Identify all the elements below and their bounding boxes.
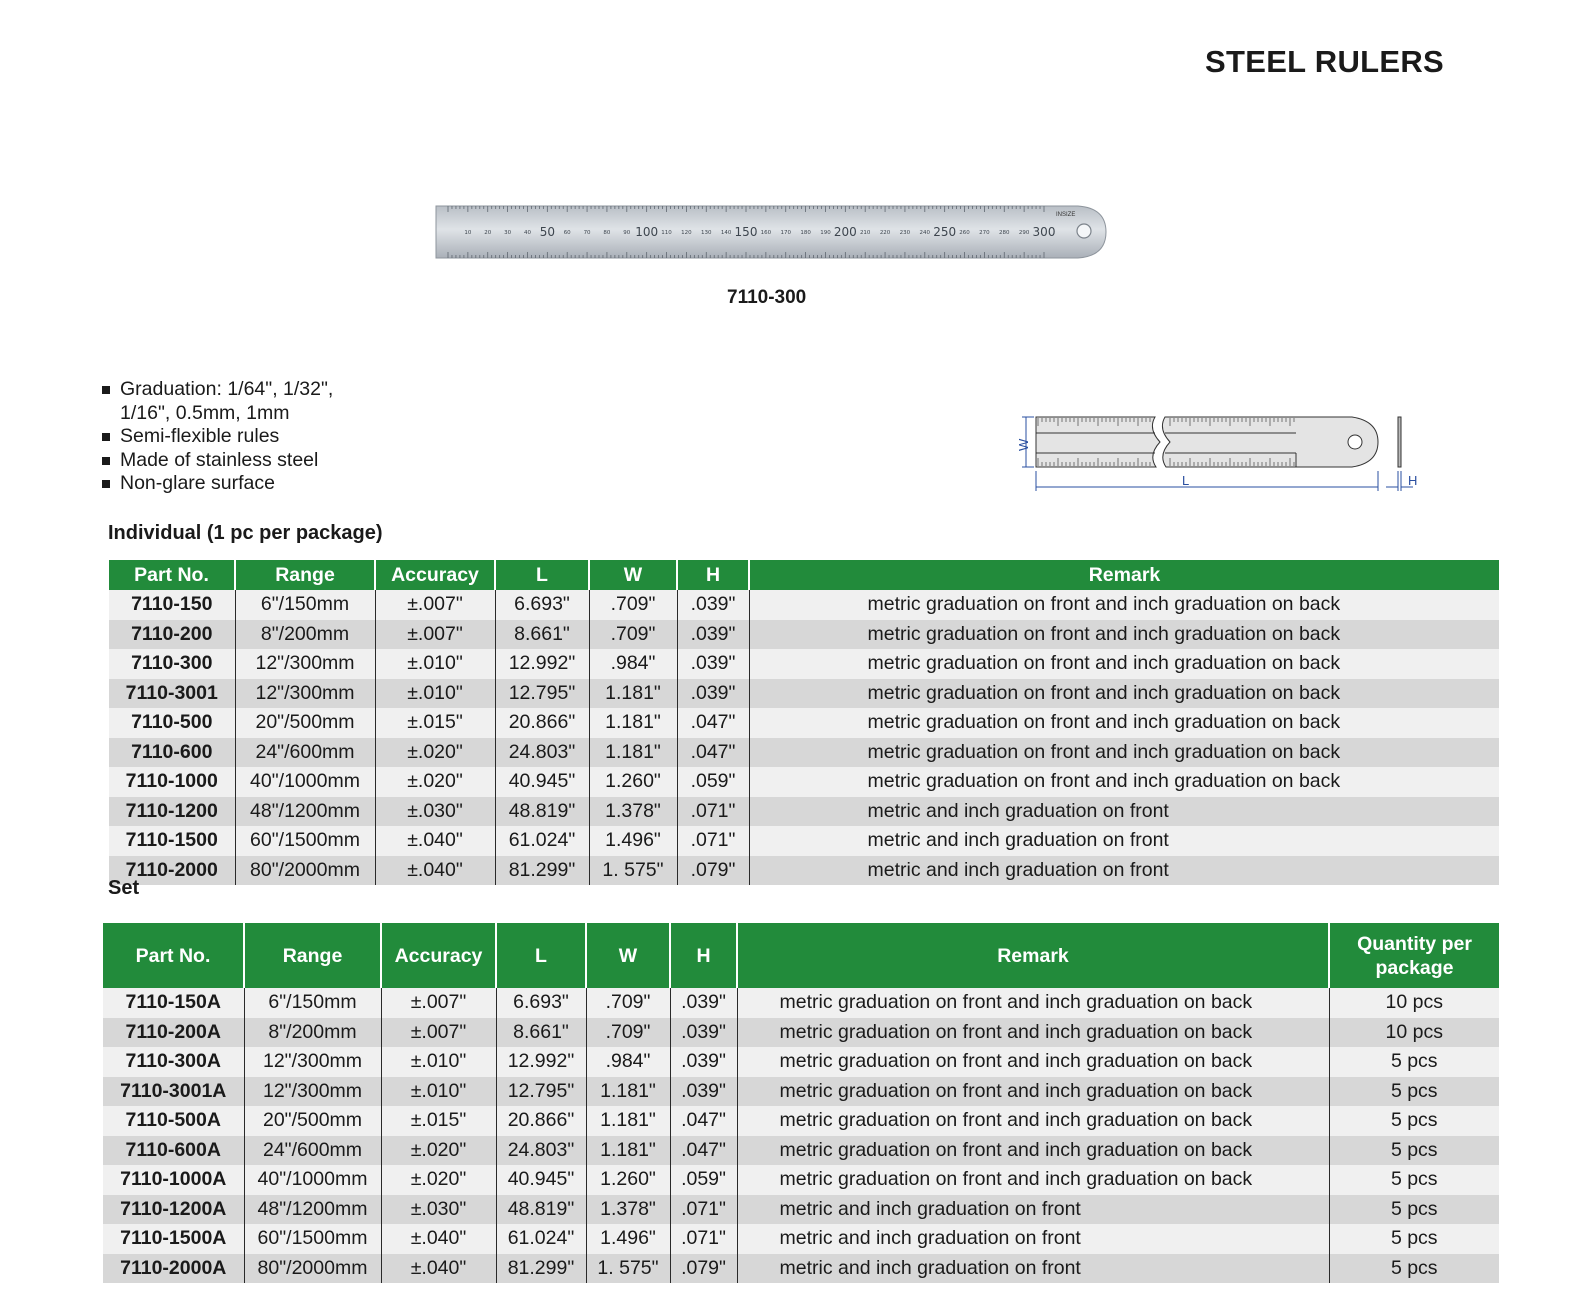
remark-cell: metric graduation on front and inch graduation on back	[749, 679, 1499, 709]
remark-cell: metric and inch graduation on front	[749, 856, 1499, 886]
part-no-cell: 7110-300A	[103, 1047, 244, 1077]
col-header-part-no: Part No.	[109, 560, 235, 590]
quantity-cell: 10 pcs	[1329, 1018, 1499, 1048]
table-row	[103, 1106, 1499, 1136]
scale-number: 150	[734, 225, 758, 239]
square-bullet-icon	[102, 433, 110, 441]
scale-number: 190	[820, 230, 831, 236]
table-row	[103, 1254, 1499, 1284]
part-no-cell: 7110-500A	[103, 1106, 244, 1136]
square-bullet-icon	[102, 480, 110, 488]
scale-number: 220	[879, 230, 891, 236]
page-title: STEEL RULERS	[1205, 44, 1445, 79]
range-cell: 60"/1500mm	[235, 826, 375, 856]
width-cell: 1. 575"	[589, 856, 677, 886]
remark-cell: metric graduation on front and inch graduation on back	[749, 649, 1499, 679]
length-cell: 24.803"	[496, 1136, 586, 1166]
table-row	[109, 856, 1499, 886]
square-bullet-icon	[102, 386, 110, 394]
length-cell: 81.299"	[495, 856, 589, 886]
remark-cell: metric graduation on front and inch graduation on back	[737, 1018, 1329, 1048]
range-cell: 48"/1200mm	[235, 797, 375, 827]
height-cell: .071"	[677, 797, 749, 827]
feature-item	[100, 472, 333, 496]
part-no-cell: 7110-3001A	[103, 1077, 244, 1107]
scale-number: 140	[720, 230, 732, 236]
accuracy-cell: ±.030"	[381, 1195, 496, 1225]
table-row	[109, 620, 1499, 650]
table-row	[109, 708, 1499, 738]
range-cell: 12"/300mm	[235, 649, 375, 679]
col-header-accuracy: Accuracy	[375, 560, 495, 590]
length-cell: 20.866"	[496, 1106, 586, 1136]
remark-cell: metric graduation on front and inch graduation on back	[737, 1106, 1329, 1136]
range-cell: 20"/500mm	[235, 708, 375, 738]
col-header-w: W	[589, 560, 677, 590]
scale-number: 40	[523, 230, 531, 236]
height-cell: .039"	[670, 988, 737, 1018]
length-cell: 6.693"	[495, 590, 589, 620]
accuracy-cell: ±.010"	[375, 679, 495, 709]
feature-text: 1/16", 0.5mm, 1mm	[120, 401, 290, 424]
accuracy-cell: ±.040"	[381, 1224, 496, 1254]
brand-logo: INSIZE	[1056, 212, 1076, 218]
range-cell: 6"/150mm	[235, 590, 375, 620]
part-no-cell: 7110-1200	[109, 797, 235, 827]
scale-number: 50	[539, 225, 555, 239]
col-header-range: Range	[244, 923, 381, 988]
width-cell: 1.378"	[586, 1195, 670, 1225]
height-cell: .039"	[677, 620, 749, 650]
width-cell: 1.181"	[586, 1136, 670, 1166]
height-cell: .039"	[670, 1077, 737, 1107]
height-cell: .039"	[677, 590, 749, 620]
range-cell: 24"/600mm	[244, 1136, 381, 1166]
part-no-cell: 7110-300	[109, 649, 235, 679]
feature-list	[100, 378, 333, 496]
square-bullet-icon	[102, 457, 110, 465]
part-no-cell: 7110-1000A	[103, 1165, 244, 1195]
width-label: W	[1016, 438, 1031, 451]
remark-cell: metric and inch graduation on front	[749, 826, 1499, 856]
accuracy-cell: ±.015"	[375, 708, 495, 738]
accuracy-cell: ±.040"	[375, 856, 495, 886]
width-cell: 1.260"	[589, 767, 677, 797]
scale-number: 30	[504, 230, 512, 236]
part-no-cell: 7110-1000	[109, 767, 235, 797]
remark-cell: metric graduation on front and inch graduation on back	[737, 1165, 1329, 1195]
length-cell: 8.661"	[496, 1018, 586, 1048]
table-row	[103, 1165, 1499, 1195]
scale-number: 210	[859, 230, 871, 236]
scale-number: 300	[1032, 225, 1056, 239]
accuracy-cell: ±.010"	[381, 1077, 496, 1107]
quantity-cell: 5 pcs	[1329, 1077, 1499, 1107]
accuracy-cell: ±.007"	[375, 590, 495, 620]
feature-text: Semi-flexible rules	[120, 425, 280, 447]
quantity-cell: 5 pcs	[1329, 1224, 1499, 1254]
height-cell: .039"	[670, 1047, 737, 1077]
length-cell: 24.803"	[495, 738, 589, 768]
table-row	[103, 1018, 1499, 1048]
remark-cell: metric graduation on front and inch graduation on back	[749, 590, 1499, 620]
feature-item	[100, 425, 333, 449]
quantity-cell: 5 pcs	[1329, 1106, 1499, 1136]
height-cell: .059"	[677, 767, 749, 797]
width-cell: .709"	[586, 988, 670, 1018]
height-cell: .039"	[677, 679, 749, 709]
range-cell: 60"/1500mm	[244, 1224, 381, 1254]
remark-cell: metric graduation on front and inch graduation on back	[737, 1047, 1329, 1077]
accuracy-cell: ±.020"	[375, 767, 495, 797]
table-row	[109, 738, 1499, 768]
length-cell: 8.661"	[495, 620, 589, 650]
ruler-product-image	[436, 204, 1108, 262]
scale-number: 60	[563, 230, 571, 236]
height-cell: .039"	[670, 1018, 737, 1048]
table-row	[109, 767, 1499, 797]
scale-number: 130	[701, 230, 712, 236]
table-row	[103, 1224, 1499, 1254]
range-cell: 6"/150mm	[244, 988, 381, 1018]
length-cell: 12.795"	[496, 1077, 586, 1107]
scale-number: 280	[999, 230, 1010, 236]
range-cell: 48"/1200mm	[244, 1195, 381, 1225]
range-cell: 12"/300mm	[244, 1077, 381, 1107]
length-cell: 20.866"	[495, 708, 589, 738]
height-cell: .039"	[677, 649, 749, 679]
length-cell: 61.024"	[495, 826, 589, 856]
image-caption: 7110-300	[727, 287, 807, 308]
width-cell: 1.496"	[589, 826, 677, 856]
remark-cell: metric graduation on front and inch graduation on back	[749, 620, 1499, 650]
height-cell: .071"	[670, 1195, 737, 1225]
remark-cell: metric graduation on front and inch graduation on back	[749, 738, 1499, 768]
set-heading: Set	[108, 877, 140, 899]
accuracy-cell: ±.030"	[375, 797, 495, 827]
table-row	[103, 1077, 1499, 1107]
range-cell: 40"/1000mm	[235, 767, 375, 797]
quantity-cell: 5 pcs	[1329, 1195, 1499, 1225]
feature-text: Made of stainless steel	[120, 448, 319, 471]
accuracy-cell: ±.040"	[375, 826, 495, 856]
width-cell: 1.260"	[586, 1165, 670, 1195]
length-cell: 40.945"	[495, 767, 589, 797]
scale-number: 180	[800, 230, 811, 236]
width-cell: 1.181"	[589, 679, 677, 709]
col-header-h: H	[677, 560, 749, 590]
scale-number: 160	[760, 230, 772, 236]
set-spec-table	[103, 923, 1499, 1283]
part-no-cell: 7110-2000	[109, 856, 235, 886]
length-cell: 12.992"	[495, 649, 589, 679]
table-row	[109, 649, 1499, 679]
accuracy-cell: ±.007"	[375, 620, 495, 650]
accuracy-cell: ±.040"	[381, 1254, 496, 1284]
length-cell: 12.795"	[495, 679, 589, 709]
accuracy-cell: ±.020"	[375, 738, 495, 768]
range-cell: 20"/500mm	[244, 1106, 381, 1136]
quantity-cell: 5 pcs	[1329, 1047, 1499, 1077]
quantity-cell: 5 pcs	[1329, 1165, 1499, 1195]
table-row	[109, 826, 1499, 856]
accuracy-cell: ±.010"	[375, 649, 495, 679]
length-cell: 48.819"	[495, 797, 589, 827]
accuracy-cell: ±.020"	[381, 1136, 496, 1166]
scale-number: 290	[1018, 230, 1030, 236]
scale-number: 110	[661, 230, 672, 236]
width-cell: 1.181"	[586, 1077, 670, 1107]
table-row	[109, 679, 1499, 709]
height-label: H	[1408, 473, 1418, 488]
range-cell: 80"/2000mm	[244, 1254, 381, 1284]
quantity-cell: 5 pcs	[1329, 1136, 1499, 1166]
width-cell: .709"	[586, 1018, 670, 1048]
remark-cell: metric graduation on front and inch graduation on back	[737, 1077, 1329, 1107]
range-cell: 24"/600mm	[235, 738, 375, 768]
col-header-l: L	[495, 560, 589, 590]
range-cell: 80"/2000mm	[235, 856, 375, 886]
col-header-h: H	[670, 923, 737, 988]
quantity-cell: 5 pcs	[1329, 1254, 1499, 1284]
accuracy-cell: ±.020"	[381, 1165, 496, 1195]
scale-number: 240	[919, 230, 931, 236]
scale-number: 20	[484, 230, 492, 236]
range-cell: 40"/1000mm	[244, 1165, 381, 1195]
remark-cell: metric and inch graduation on front	[749, 797, 1499, 827]
height-cell: .047"	[677, 708, 749, 738]
width-cell: 1. 575"	[586, 1254, 670, 1284]
remark-cell: metric and inch graduation on front	[737, 1254, 1329, 1284]
range-cell: 12"/300mm	[235, 679, 375, 709]
length-cell: 12.992"	[496, 1047, 586, 1077]
dimension-diagram	[1016, 415, 1450, 500]
length-cell: 61.024"	[496, 1224, 586, 1254]
col-header-l: L	[496, 923, 586, 988]
length-cell: 48.819"	[496, 1195, 586, 1225]
scale-number: 100	[635, 225, 659, 239]
part-no-cell: 7110-150A	[103, 988, 244, 1018]
width-cell: .709"	[589, 590, 677, 620]
width-cell: 1.181"	[589, 708, 677, 738]
part-no-cell: 7110-600	[109, 738, 235, 768]
table-row	[103, 1195, 1499, 1225]
width-cell: .984"	[589, 649, 677, 679]
width-cell: 1.496"	[586, 1224, 670, 1254]
individual-spec-table	[109, 560, 1499, 885]
part-no-cell: 7110-3001	[109, 679, 235, 709]
length-cell: 6.693"	[496, 988, 586, 1018]
height-cell: .079"	[677, 856, 749, 886]
accuracy-cell: ±.010"	[381, 1047, 496, 1077]
part-no-cell: 7110-1200A	[103, 1195, 244, 1225]
col-header-part-no: Part No.	[103, 923, 244, 988]
feature-text: Graduation: 1/64", 1/32",	[120, 378, 334, 400]
range-cell: 12"/300mm	[244, 1047, 381, 1077]
accuracy-cell: ±.015"	[381, 1106, 496, 1136]
scale-number: 10	[464, 230, 472, 236]
feature-text: Non-glare surface	[120, 472, 275, 494]
width-cell: .984"	[586, 1047, 670, 1077]
height-cell: .079"	[670, 1254, 737, 1284]
scale-number: 70	[583, 230, 591, 236]
scale-number: 250	[933, 225, 957, 239]
width-cell: 1.181"	[586, 1106, 670, 1136]
length-cell: 40.945"	[496, 1165, 586, 1195]
width-cell: 1.378"	[589, 797, 677, 827]
scale-number: 260	[959, 230, 970, 236]
remark-cell: metric graduation on front and inch graduation on back	[749, 767, 1499, 797]
height-cell: .059"	[670, 1165, 737, 1195]
individual-heading: Individual (1 pc per package)	[108, 522, 383, 544]
part-no-cell: 7110-1500A	[103, 1224, 244, 1254]
col-header-remark: Remark	[737, 923, 1329, 988]
col-header-remark: Remark	[749, 560, 1499, 590]
height-cell: .071"	[670, 1224, 737, 1254]
scale-number: 170	[780, 230, 791, 236]
length-cell: 81.299"	[496, 1254, 586, 1284]
part-no-cell: 7110-600A	[103, 1136, 244, 1166]
part-no-cell: 7110-150	[109, 590, 235, 620]
scale-number: 120	[681, 230, 692, 236]
range-cell: 8"/200mm	[244, 1018, 381, 1048]
remark-cell: metric graduation on front and inch graduation on back	[749, 708, 1499, 738]
remark-cell: metric graduation on front and inch graduation on back	[737, 988, 1329, 1018]
col-header-quantity: Quantity per package	[1329, 923, 1499, 988]
remark-cell: metric and inch graduation on front	[737, 1224, 1329, 1254]
col-header-accuracy: Accuracy	[381, 923, 496, 988]
remark-cell: metric and inch graduation on front	[737, 1195, 1329, 1225]
height-cell: .047"	[670, 1106, 737, 1136]
part-no-cell: 7110-500	[109, 708, 235, 738]
table-header-row	[103, 923, 1499, 988]
remark-cell: metric graduation on front and inch graduation on back	[737, 1136, 1329, 1166]
part-no-cell: 7110-200	[109, 620, 235, 650]
quantity-cell: 10 pcs	[1329, 988, 1499, 1018]
part-no-cell: 7110-2000A	[103, 1254, 244, 1284]
table-row	[109, 590, 1499, 620]
scale-number: 80	[603, 230, 611, 236]
col-header-w: W	[586, 923, 670, 988]
width-cell: 1.181"	[589, 738, 677, 768]
accuracy-cell: ±.007"	[381, 988, 496, 1018]
table-header-row	[109, 560, 1499, 590]
scale-number: 230	[899, 230, 911, 236]
range-cell: 8"/200mm	[235, 620, 375, 650]
table-row	[103, 1136, 1499, 1166]
width-cell: .709"	[589, 620, 677, 650]
height-cell: .047"	[677, 738, 749, 768]
height-cell: .047"	[670, 1136, 737, 1166]
part-no-cell: 7110-200A	[103, 1018, 244, 1048]
accuracy-cell: ±.007"	[381, 1018, 496, 1048]
scale-number: 270	[979, 230, 990, 236]
table-row	[103, 988, 1499, 1018]
feature-item	[100, 449, 333, 473]
height-cell: .071"	[677, 826, 749, 856]
table-row	[109, 797, 1499, 827]
length-label: L	[1182, 473, 1190, 488]
table-row	[103, 1047, 1499, 1077]
scale-number: 200	[833, 225, 857, 239]
col-header-range: Range	[235, 560, 375, 590]
scale-number: 90	[623, 230, 631, 236]
part-no-cell: 7110-1500	[109, 826, 235, 856]
feature-item	[100, 378, 333, 425]
